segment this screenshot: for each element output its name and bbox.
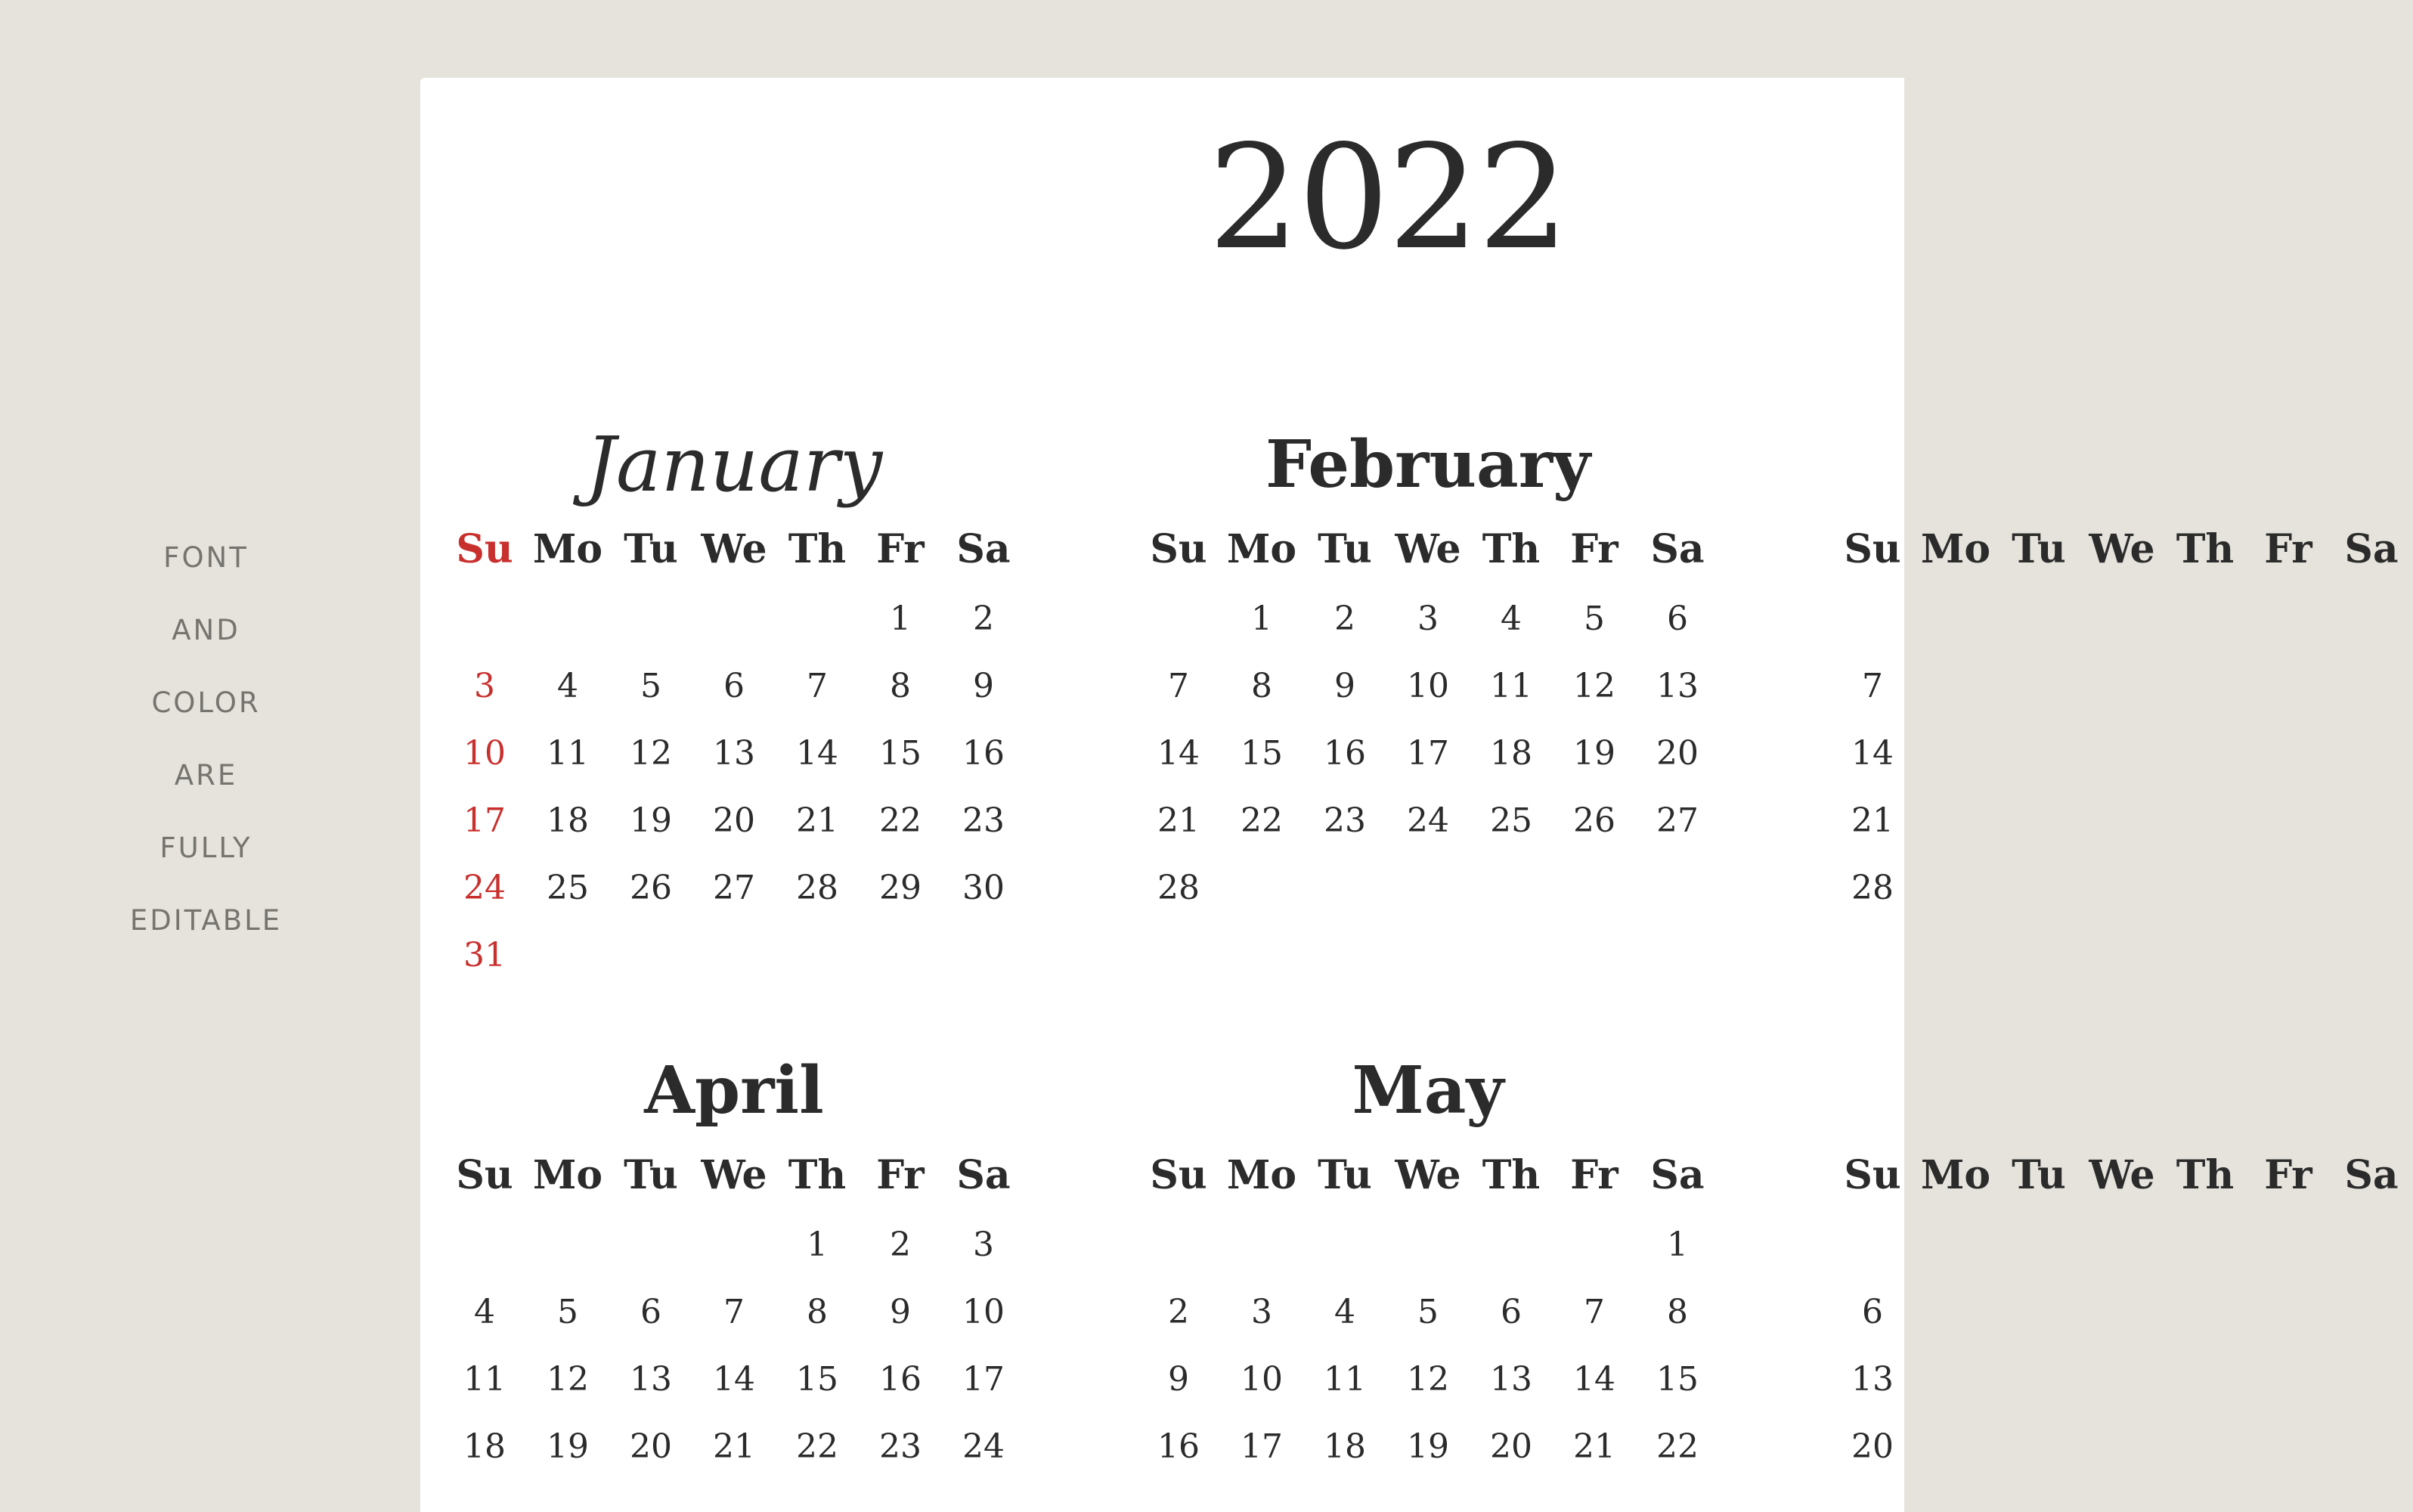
day-cell: 19 (1573, 734, 1615, 773)
day-cell: 12 (630, 734, 672, 773)
month-block (1137, 427, 1719, 931)
day-cell: 18 (547, 801, 589, 840)
day-cell: 13 (713, 734, 755, 773)
day-cell: 17 (463, 801, 506, 840)
weekday-label: Th (788, 1152, 847, 1198)
day-cell: 5 (1417, 1293, 1439, 1331)
day-cell: 5 (557, 1293, 578, 1331)
day-cell: 15 (1656, 1360, 1699, 1399)
weekday-label: Fr (2264, 1152, 2312, 1198)
day-cell: 10 (962, 1293, 1005, 1331)
day-cell: 19 (1407, 1427, 1449, 1466)
weekday-label: Su (1844, 1152, 1901, 1198)
month-title: April (644, 1052, 824, 1129)
day-cell: 4 (474, 1293, 495, 1331)
weekday-label: Th (2176, 1152, 2235, 1198)
day-cell: 12 (547, 1360, 589, 1399)
weekday-label: Fr (1570, 526, 1618, 572)
weekday-label: Sa (2344, 526, 2399, 572)
weekday-label: Sa (1650, 1152, 1705, 1198)
day-cell: 2 (1168, 1293, 1189, 1331)
caption-word: AND (172, 614, 240, 646)
day-cell: 7 (807, 667, 828, 705)
weekday-label: Tu (2012, 526, 2066, 572)
day-cell: 17 (1241, 1427, 1283, 1466)
weekday-label: Sa (2344, 1152, 2399, 1198)
day-cell: 4 (557, 667, 578, 705)
day-cell: 22 (796, 1427, 838, 1466)
day-cell: 20 (630, 1427, 672, 1466)
day-cell: 2 (1334, 600, 1355, 638)
day-cell: 24 (962, 1427, 1005, 1466)
day-cell: 10 (463, 734, 506, 773)
day-cell: 14 (713, 1360, 755, 1399)
day-cell: 24 (1407, 801, 1449, 840)
day-cell: 23 (1324, 801, 1366, 840)
day-cell: 30 (962, 869, 1005, 907)
month-title: January (585, 420, 883, 509)
day-cell: 4 (1334, 1293, 1355, 1331)
day-cell: 11 (463, 1360, 506, 1399)
day-cell: 1 (890, 600, 911, 638)
month-block (443, 1053, 1025, 1490)
weekday-label: Su (456, 1152, 513, 1198)
weekday-label: Mo (1920, 526, 1991, 572)
day-cell: 9 (890, 1293, 911, 1331)
day-cell: 23 (879, 1427, 922, 1466)
day-cell: 11 (547, 734, 589, 773)
day-cell: 22 (1656, 1427, 1699, 1466)
day-cell: 8 (1251, 667, 1272, 705)
weekday-label: Fr (1570, 1152, 1618, 1198)
caption-word: FULLY (160, 832, 252, 864)
day-cell: 1 (1667, 1225, 1688, 1264)
day-cell: 24 (463, 869, 506, 907)
day-cell: 8 (807, 1293, 828, 1331)
day-cell: 19 (547, 1427, 589, 1466)
month-title: February (1265, 426, 1591, 503)
month-block (1137, 1053, 1719, 1490)
day-cell: 28 (1851, 869, 1894, 907)
caption-word: FONT (163, 541, 249, 574)
day-cell: 7 (1862, 667, 1883, 705)
weekday-label: We (2089, 1152, 2155, 1198)
day-cell: 13 (1851, 1360, 1894, 1399)
weekday-label: Tu (624, 526, 678, 572)
weekday-label: Tu (624, 1152, 678, 1198)
weekday-label: Su (1150, 526, 1207, 572)
caption-word: EDITABLE (129, 904, 283, 937)
day-cell: 20 (1656, 734, 1699, 773)
day-cell: 18 (463, 1427, 506, 1466)
day-cell: 10 (1407, 667, 1449, 705)
day-cell: 6 (1501, 1293, 1522, 1331)
day-cell: 2 (890, 1225, 911, 1264)
day-cell: 13 (1656, 667, 1699, 705)
day-cell: 3 (474, 667, 495, 705)
day-cell: 21 (1851, 801, 1894, 840)
day-cell: 5 (640, 667, 661, 705)
day-cell: 4 (1501, 600, 1522, 638)
day-cell: 17 (962, 1360, 1005, 1399)
day-cell: 18 (1490, 734, 1532, 773)
day-cell: 14 (1851, 734, 1894, 773)
day-cell: 23 (962, 801, 1005, 840)
weekday-label: Th (2176, 526, 2235, 572)
day-cell: 6 (1862, 1293, 1883, 1331)
day-cell: 5 (1584, 600, 1605, 638)
day-cell: 11 (1490, 667, 1532, 705)
weekday-label: Sa (956, 1152, 1011, 1198)
day-cell: 12 (1573, 667, 1615, 705)
day-cell: 8 (1667, 1293, 1688, 1331)
day-cell: 22 (1241, 801, 1283, 840)
day-cell: 27 (713, 869, 755, 907)
weekday-label: Su (456, 526, 513, 572)
caption-word: ARE (174, 759, 238, 792)
weekday-label: We (1395, 1152, 1461, 1198)
weekday-label: Th (788, 526, 847, 572)
month-title: May (1352, 1052, 1504, 1129)
weekday-label: Fr (876, 1152, 925, 1198)
day-cell: 1 (807, 1225, 828, 1264)
day-cell: 7 (723, 1293, 745, 1331)
weekday-label: Th (1482, 526, 1541, 572)
weekday-label: We (2089, 526, 2155, 572)
day-cell: 18 (1324, 1427, 1366, 1466)
day-cell: 21 (1573, 1427, 1615, 1466)
day-cell: 7 (1168, 667, 1189, 705)
weekday-label: Fr (2264, 526, 2312, 572)
day-cell: 31 (463, 936, 506, 974)
weekday-label: Tu (1318, 526, 1372, 572)
day-cell: 15 (879, 734, 922, 773)
day-cell: 20 (1490, 1427, 1532, 1466)
day-cell: 21 (796, 801, 838, 840)
day-cell: 16 (1157, 1427, 1200, 1466)
weekday-label: Th (1482, 1152, 1541, 1198)
day-cell: 16 (962, 734, 1005, 773)
day-cell: 17 (1407, 734, 1449, 773)
day-cell: 6 (723, 667, 745, 705)
day-cell: 8 (890, 667, 911, 705)
day-cell: 3 (1251, 1293, 1272, 1331)
day-cell: 15 (1241, 734, 1283, 773)
day-cell: 26 (630, 869, 672, 907)
weekday-label: Fr (876, 526, 925, 572)
weekday-label: We (1395, 526, 1461, 572)
day-cell: 21 (713, 1427, 755, 1466)
day-cell: 1 (1251, 600, 1272, 638)
weekday-label: We (701, 526, 767, 572)
month-block (1831, 1053, 2413, 1490)
day-cell: 16 (879, 1360, 922, 1399)
day-cell: 9 (973, 667, 994, 705)
calendar-sheet (420, 78, 2399, 1512)
weekday-label: We (701, 1152, 767, 1198)
month-block (1831, 427, 2413, 931)
day-cell: 3 (1417, 600, 1439, 638)
day-cell: 6 (1667, 600, 1688, 638)
year-title: 2022 (1208, 114, 1568, 281)
weekday-label: Su (1150, 1152, 1207, 1198)
weekday-label: Mo (532, 1152, 603, 1198)
day-cell: 6 (640, 1293, 661, 1331)
weekday-label: Tu (1318, 1152, 1372, 1198)
day-cell: 21 (1157, 801, 1200, 840)
weekday-label: Mo (1226, 526, 1297, 572)
caption-word: COLOR (151, 686, 261, 719)
weekday-label: Mo (1226, 1152, 1297, 1198)
day-cell: 25 (1490, 801, 1532, 840)
day-cell: 11 (1324, 1360, 1366, 1399)
day-cell: 14 (1157, 734, 1200, 773)
day-cell: 7 (1584, 1293, 1605, 1331)
day-cell: 3 (973, 1225, 994, 1264)
day-cell: 2 (973, 600, 994, 638)
day-cell: 20 (1851, 1427, 1894, 1466)
weekday-label: Mo (532, 526, 603, 572)
weekday-label: Su (1844, 526, 1901, 572)
weekday-label: Sa (1650, 526, 1705, 572)
editable-caption (0, 522, 412, 957)
day-cell: 9 (1334, 667, 1355, 705)
day-cell: 15 (796, 1360, 838, 1399)
day-cell: 16 (1324, 734, 1366, 773)
day-cell: 29 (879, 869, 922, 907)
weekday-label: Mo (1920, 1152, 1991, 1198)
day-cell: 14 (1573, 1360, 1615, 1399)
month-block (443, 420, 1025, 999)
day-cell: 25 (547, 869, 589, 907)
day-cell: 12 (1407, 1360, 1449, 1399)
day-cell: 28 (796, 869, 838, 907)
day-cell: 13 (1490, 1360, 1532, 1399)
day-cell: 22 (879, 801, 922, 840)
day-cell: 26 (1573, 801, 1615, 840)
day-cell: 20 (713, 801, 755, 840)
day-cell: 13 (630, 1360, 672, 1399)
weekday-label: Sa (956, 526, 1011, 572)
day-cell: 9 (1168, 1360, 1189, 1399)
day-cell: 14 (796, 734, 838, 773)
day-cell: 27 (1656, 801, 1699, 840)
day-cell: 28 (1157, 869, 1200, 907)
day-cell: 19 (630, 801, 672, 840)
weekday-label: Tu (2012, 1152, 2066, 1198)
day-cell: 10 (1241, 1360, 1283, 1399)
